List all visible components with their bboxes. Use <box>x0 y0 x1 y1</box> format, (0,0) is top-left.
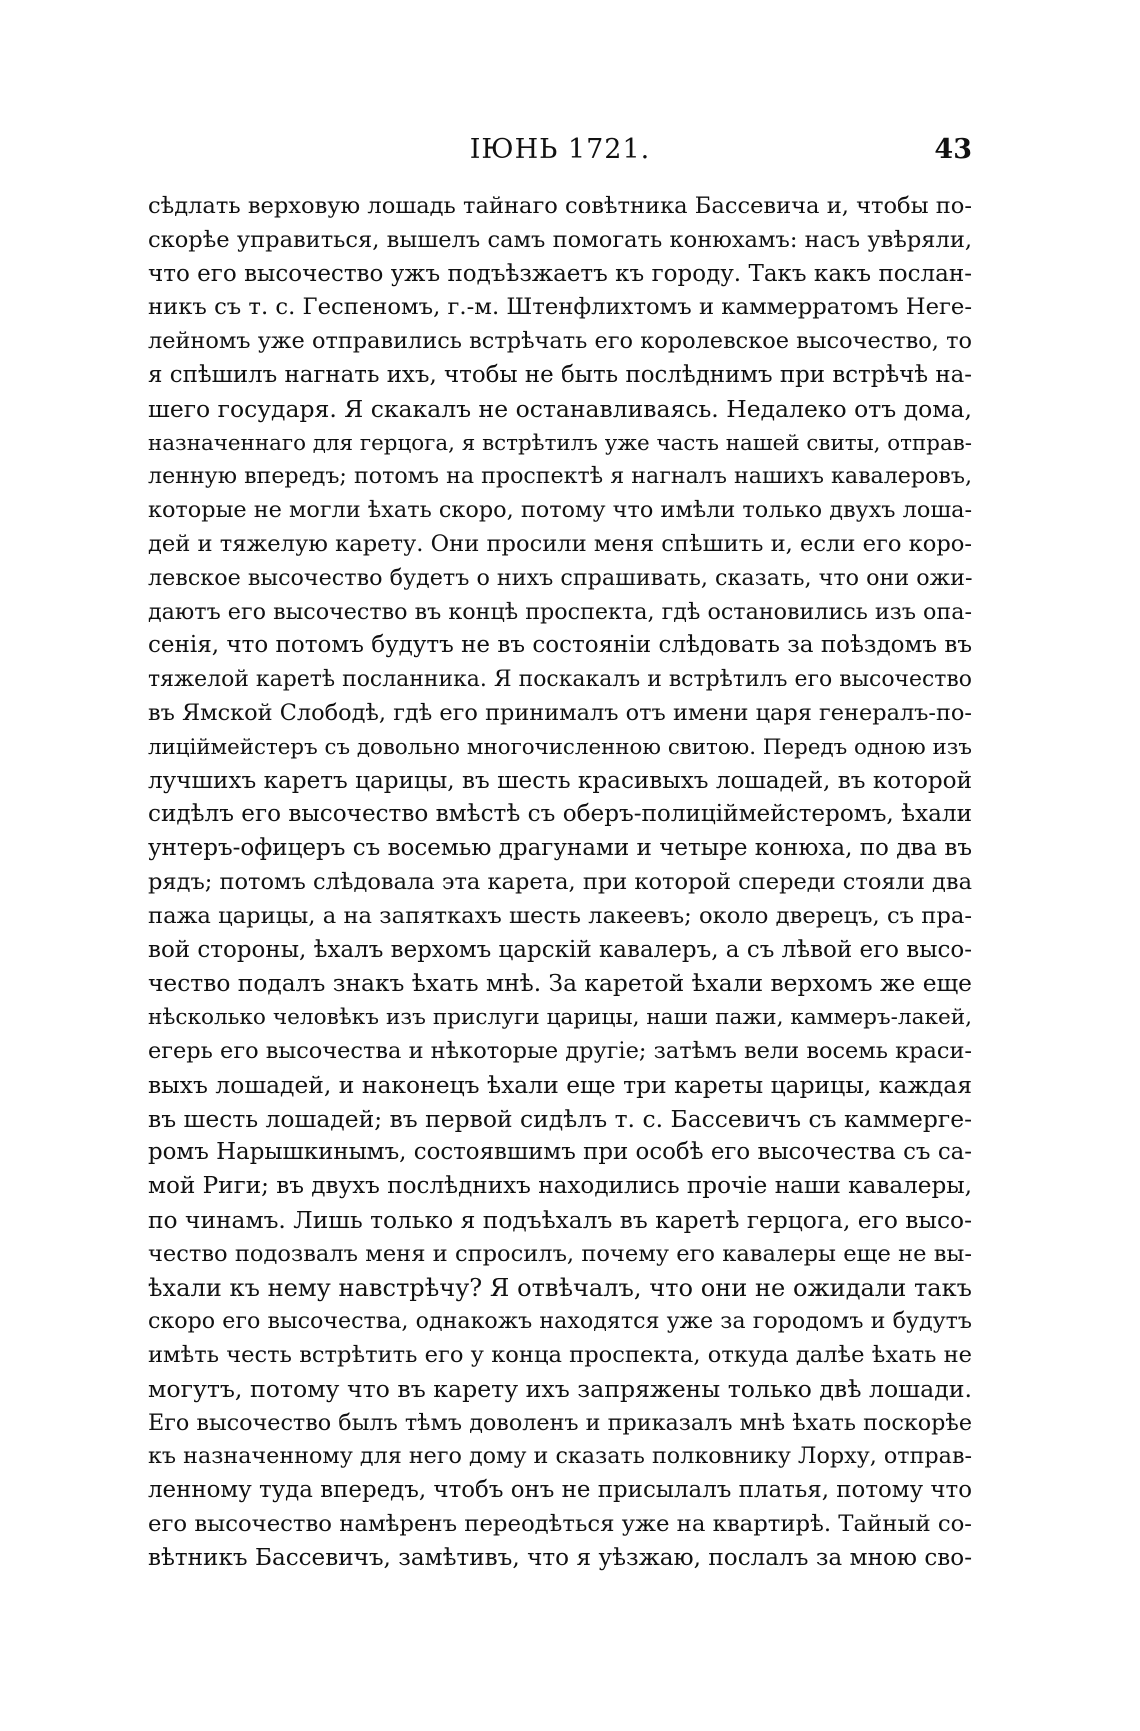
text-line: я спѣшилъ нагнать ихъ, чтобы не быть послѣднимъ при встрѣчѣ на- <box>148 361 972 388</box>
text-line: что его высочество ужъ подъѣзжаетъ къ городу. Такъ какъ послан- <box>148 260 972 287</box>
text-line: сѣдлать верховую лошадь тайнаго совѣтника Бассевича и, чтобы по- <box>148 193 972 219</box>
text-line: вѣтникъ Бассевичъ, замѣтивъ, что я уѣзжаю, послалъ за мною сво- <box>148 1544 972 1571</box>
text-line: въ Ямской Слободѣ, гдѣ его принималъ отъ имени царя генералъ-по- <box>148 699 972 726</box>
body-text <box>148 190 972 1576</box>
text-line: тяжелой каретѣ посланника. Я поскакалъ и встрѣтилъ его высочество <box>148 667 972 693</box>
text-line: чество подалъ знакъ ѣхать мнѣ. За каретой ѣхали верхомъ же еще <box>148 969 972 998</box>
text-line: унтеръ-офицеръ съ восемью драгунами и четыре конюха, по два въ <box>148 835 972 862</box>
running-head: ІЮНЬ 1721. <box>469 134 651 165</box>
text-line: нѣсколько человѣкъ изъ прислуги царицы, наши пажи, каммеръ-лакей, <box>148 1005 972 1031</box>
text-line: имѣть честь встрѣтить его у конца проспекта, откуда далѣе ѣхать не <box>148 1342 972 1369</box>
text-line: выхъ лошадей, и наконецъ ѣхали еще три кареты царицы, каждая <box>148 1070 972 1099</box>
page-number: 43 <box>934 134 972 165</box>
text-line: даютъ его высочество въ концѣ проспекта, гдѣ остановились изъ опа- <box>148 598 972 625</box>
text-line: его высочество намѣренъ переодѣться уже на квартирѣ. Тайный со- <box>148 1511 972 1538</box>
text-line: къ назначенному для него дому и сказать полковнику Лорху, отправ- <box>148 1443 972 1470</box>
text-line: никъ съ т. с. Геспеномъ, г.-м. Штенфлихтомъ и каммерратомъ Неге- <box>148 294 972 321</box>
text-line: которые не могли ѣхать скоро, потому что имѣли только двухъ лоша- <box>148 497 972 524</box>
text-line: назначеннаго для герцога, я встрѣтилъ уже часть нашей свиты, отправ- <box>148 430 972 456</box>
text-line: ленному туда впередъ, чтобъ онъ не присылалъ платья, потому что <box>148 1477 972 1504</box>
text-line: Его высочество былъ тѣмъ доволенъ и приказалъ мнѣ ѣхать поскорѣе <box>148 1409 972 1436</box>
text-line: скорѣе управиться, вышелъ самъ помогать конюхамъ: насъ увѣряли, <box>148 226 972 253</box>
text-line: лейномъ уже отправились встрѣчать его королевское высочество, то <box>148 328 972 355</box>
text-line: шего государя. Я скакалъ не останавливаясь. Недалеко отъ дома, <box>148 394 973 423</box>
text-line: по чинамъ. Лишь только я подъѣхалъ въ каретѣ герцога, его высо- <box>148 1205 972 1234</box>
text-line: могутъ, потому что въ карету ихъ запряжены только двѣ лошади. <box>148 1374 972 1403</box>
text-line: сенія, что потомъ будутъ не въ состояніи слѣдовать за поѣздомъ въ <box>148 632 972 659</box>
text-line: въ шесть лошадей; въ первой сидѣлъ т. с. Бассевичъ съ каммерге- <box>148 1104 972 1133</box>
text-line: чество подозвалъ меня и спросилъ, почему его кавалеры еще не вы- <box>148 1240 972 1267</box>
text-line: рядъ; потомъ слѣдовала эта карета, при которой спереди стояли два <box>148 868 972 895</box>
text-line: левское высочество будетъ о нихъ спрашивать, сказать, что они ожи- <box>148 564 973 591</box>
text-line: вой стороны, ѣхалъ верхомъ царскій кавалеръ, а съ лѣвой его высо- <box>148 936 972 963</box>
text-line: егерь его высочества и нѣкоторые другіе; затѣмъ вели восемь краси- <box>148 1037 972 1064</box>
text-line: скоро его высочества, однакожъ находятся уже за городомъ и будутъ <box>148 1308 972 1335</box>
text-line: лиціймейстеръ съ довольно многочисленною свитою. Передъ одною изъ <box>148 734 972 760</box>
text-line: пажа царицы, а на запяткахъ шесть лакеевъ; около дверецъ, съ пра- <box>148 902 972 929</box>
text-line: сидѣлъ его высочество вмѣстѣ съ оберъ-полиціймейстеромъ, ѣхали <box>148 801 972 828</box>
text-line: ленную впередъ; потомъ на проспектѣ я нагналъ нашихъ кавалеровъ, <box>148 463 972 490</box>
text-line: ѣхали къ нему навстрѣчу? Я отвѣчалъ, что они не ожидали такъ <box>148 1273 972 1302</box>
page-header <box>148 134 972 174</box>
text-line: ромъ Нарышкинымъ, состоявшимъ при особѣ его высочества съ са- <box>148 1139 972 1166</box>
text-line: лучшихъ каретъ царицы, въ шесть красивыхъ лошадей, въ которой <box>148 767 972 794</box>
text-line: мой Риги; въ двухъ послѣднихъ находились прочіе наши кавалеры, <box>148 1173 973 1200</box>
text-line: дей и тяжелую карету. Они просили меня спѣшить и, если его коро- <box>148 530 972 557</box>
